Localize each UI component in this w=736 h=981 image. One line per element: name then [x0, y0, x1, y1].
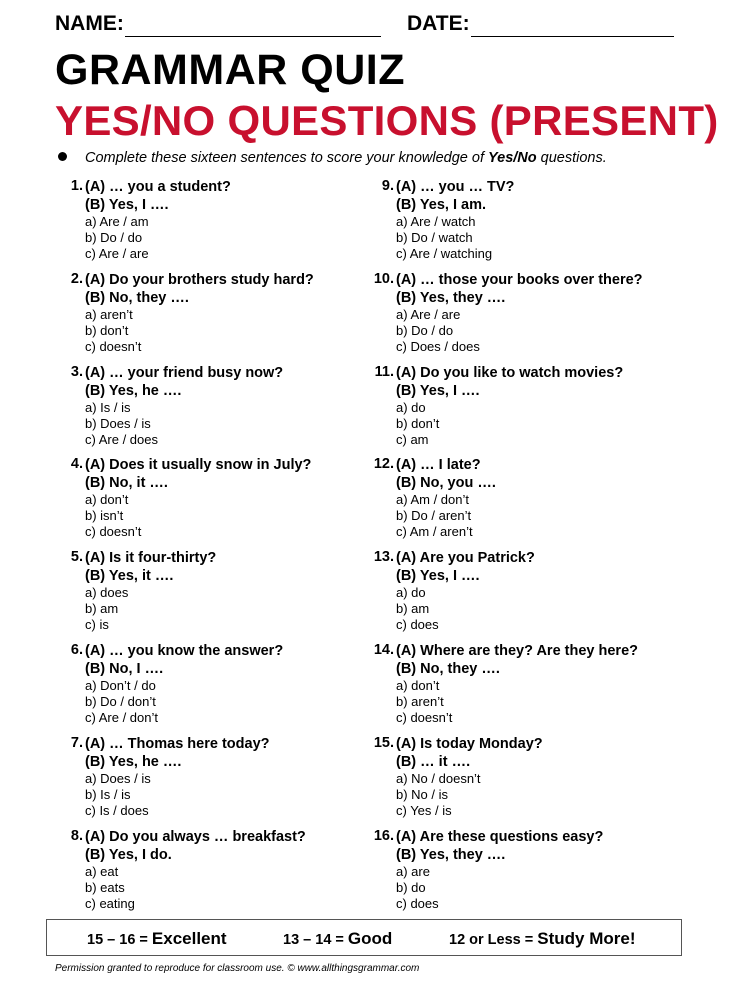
question-number: 8. [70, 827, 83, 844]
date-label: DATE: [407, 12, 470, 35]
questions-right-column [366, 178, 696, 920]
answer-option[interactable]: b) don’t [85, 322, 129, 338]
answer-option[interactable]: b) Is / is [85, 786, 131, 802]
question-number: 12. [373, 456, 394, 473]
question-body [85, 364, 283, 448]
answer-option[interactable]: b) Do / aren’t [396, 508, 472, 524]
answer-option[interactable]: c) does [396, 895, 439, 911]
question-body [396, 828, 603, 912]
question-prompt: (A) … you a student? [85, 179, 231, 195]
answer-option[interactable]: b) isn’t [85, 508, 124, 524]
answer-option[interactable]: b) eats [85, 879, 125, 895]
answer-option[interactable]: c) Am / aren’t [396, 524, 473, 540]
answer-option[interactable]: a) don’t [85, 492, 129, 508]
question-body [396, 456, 496, 540]
question-prompt: (A) Are you Patrick? [396, 550, 535, 567]
answer-option[interactable]: a) Are / am [85, 214, 149, 229]
question-body [396, 549, 535, 633]
answer-option[interactable]: c) Is / does [85, 802, 149, 818]
question-number: 2. [70, 270, 83, 287]
answer-option[interactable]: c) Yes / is [396, 802, 452, 818]
score-study-more [449, 929, 636, 949]
question-prompt: (A) Are these questions easy? [396, 828, 604, 845]
question-body [396, 642, 638, 726]
question-body [85, 271, 314, 355]
answer-option[interactable]: a) Does / is [85, 770, 151, 786]
question-prompt: (A) Do you like to watch movies? [396, 364, 624, 381]
question-item [366, 271, 696, 364]
answer-option[interactable]: b) do [396, 879, 426, 895]
question-response: (B) Yes, I am. [396, 197, 486, 213]
page-title: GRAMMAR QUIZ [55, 46, 405, 94]
question-number: 5. [70, 549, 83, 566]
instruction-text-before: Complete these sixteen sentences to score your knowledge of [85, 150, 489, 166]
question-item [366, 642, 696, 735]
question-number: 10. [373, 270, 394, 287]
answer-option[interactable]: c) Does / does [396, 338, 480, 354]
score-label: Excellent [151, 929, 227, 948]
answer-option[interactable]: b) Does / is [85, 415, 151, 431]
question-prompt: (A) Where are they? Are they here? [396, 642, 638, 659]
answer-option[interactable]: a) do [396, 585, 426, 601]
question-item [55, 178, 385, 271]
question-response: (B) Yes, I …. [396, 382, 480, 399]
question-prompt: (A) … Thomas here today? [85, 735, 270, 752]
question-body [85, 642, 283, 726]
question-response: (B) Yes, he …. [85, 382, 182, 399]
answer-option[interactable]: b) Do / watch [396, 230, 473, 245]
score-good [283, 929, 392, 949]
instruction-text-after: questions. [536, 150, 607, 166]
question-number: 13. [373, 549, 394, 566]
question-body [396, 735, 543, 819]
question-body [85, 549, 216, 633]
answer-option[interactable]: b) Do / do [85, 230, 143, 245]
question-response: (B) Yes, he …. [85, 753, 182, 770]
question-item [366, 364, 696, 457]
answer-option[interactable]: c) Are / watching [396, 246, 493, 261]
answer-option[interactable]: a) do [396, 399, 426, 415]
answer-option[interactable]: b) am [396, 601, 430, 617]
answer-option[interactable]: c) Are / don’t [85, 709, 158, 725]
question-body [85, 828, 306, 912]
question-number: 4. [70, 456, 83, 473]
answer-option[interactable]: a) Are / watch [396, 214, 476, 229]
question-response: (B) Yes, I …. [396, 568, 480, 585]
answer-option[interactable]: a) eat [85, 863, 119, 879]
question-body [396, 364, 623, 448]
score-excellent [87, 929, 227, 949]
answer-option[interactable]: b) Do / don’t [85, 693, 156, 709]
question-prompt: (A) … you … TV? [396, 179, 515, 195]
question-response: (B) Yes, they …. [396, 846, 506, 863]
answer-option[interactable]: a) don’t [396, 677, 440, 693]
question-body [396, 271, 643, 355]
footer-permission: Permission granted to reproduce for classroom use. © www.allthingsgrammar.com [55, 963, 420, 974]
instruction [58, 150, 607, 166]
question-response: (B) … it …. [396, 753, 471, 770]
question-prompt: (A) Do your brothers study hard? [85, 271, 314, 288]
question-item [55, 364, 385, 457]
question-prompt: (A) … your friend busy now? [85, 364, 284, 381]
answer-option[interactable]: c) Are / are [85, 246, 149, 261]
answer-option[interactable]: b) don’t [396, 415, 440, 431]
page-subtitle: YES/NO QUESTIONS (PRESENT) [55, 97, 719, 144]
question-item [55, 642, 385, 735]
question-response: (B) Yes, I …. [85, 197, 169, 213]
question-number: 11. [374, 363, 394, 380]
question-body [396, 178, 514, 262]
name-label: NAME: [55, 12, 124, 35]
question-item [366, 549, 696, 642]
answer-option[interactable]: c) doesn’t [85, 338, 142, 354]
question-response: (B) No, they …. [396, 660, 500, 677]
question-number: 7. [70, 734, 83, 751]
bullet-icon [58, 152, 67, 161]
question-response: (B) No, it …. [85, 475, 168, 492]
answer-option[interactable]: a) Don’t / do [85, 677, 156, 693]
instruction-emphasis: Yes/No [488, 150, 537, 166]
answer-option[interactable]: a) Am / don’t [396, 492, 469, 508]
question-response: (B) Yes, it …. [85, 568, 174, 585]
question-number: 1. [70, 178, 83, 194]
question-item [366, 178, 696, 271]
score-label: Study More! [537, 929, 636, 948]
answer-option[interactable]: c) eating [85, 895, 135, 911]
question-response: (B) Yes, I do. [85, 846, 172, 863]
answer-option[interactable]: c) is [85, 617, 109, 633]
questions-left-column [55, 178, 385, 920]
question-prompt: (A) … you know the answer? [85, 642, 284, 659]
question-body [85, 178, 231, 262]
question-response: (B) Yes, they …. [396, 289, 506, 306]
header [55, 10, 695, 38]
question-response: (B) No, they …. [85, 289, 189, 306]
answer-option[interactable]: c) Are / does [85, 431, 158, 447]
answer-option[interactable]: b) No / is [396, 786, 449, 802]
question-response: (B) No, I …. [85, 660, 164, 677]
scoring-box [46, 919, 682, 956]
answer-option[interactable]: c) does [396, 617, 439, 633]
score-range: 13 – 14 = [283, 932, 348, 948]
question-number: 3. [70, 363, 83, 380]
answer-option[interactable]: a) Is / is [85, 399, 131, 415]
question-prompt: (A) Is it four-thirty? [85, 550, 217, 567]
question-item [55, 456, 385, 549]
question-number: 14. [373, 641, 394, 658]
question-item [55, 828, 385, 921]
answer-option[interactable]: a) No / doesn’t [396, 770, 481, 786]
answer-option[interactable]: c) am [396, 431, 429, 447]
question-prompt: (A) Do you always … breakfast? [85, 828, 306, 845]
answer-option[interactable]: a) Are / are [396, 306, 461, 322]
answer-option[interactable]: c) doesn’t [85, 524, 142, 540]
question-number: 16. [373, 827, 394, 844]
question-response: (B) No, you …. [396, 475, 496, 492]
score-range: 15 – 16 = [87, 932, 152, 948]
question-number: 9. [381, 178, 394, 194]
question-item [55, 271, 385, 364]
date-blank-line [471, 36, 674, 37]
answer-option[interactable]: b) aren’t [396, 693, 444, 709]
answer-option[interactable]: a) does [85, 585, 129, 601]
score-range: 12 or Less = [449, 932, 538, 948]
answer-option[interactable]: b) am [85, 601, 119, 617]
question-item [366, 456, 696, 549]
question-prompt: (A) Does it usually snow in July? [85, 457, 312, 474]
question-item [55, 735, 385, 828]
question-item [55, 549, 385, 642]
question-body [85, 456, 311, 540]
question-number: 15. [373, 734, 394, 751]
answer-option[interactable]: a) are [396, 863, 430, 879]
score-label: Good [347, 929, 393, 948]
question-number: 6. [70, 641, 83, 658]
answer-option[interactable]: a) aren’t [85, 306, 133, 322]
answer-option[interactable]: c) doesn’t [396, 709, 453, 725]
answer-option[interactable]: b) Do / do [396, 322, 454, 338]
question-item [366, 828, 696, 921]
question-item [366, 735, 696, 828]
question-prompt: (A) … I late? [396, 457, 481, 474]
question-prompt: (A) Is today Monday? [396, 735, 543, 752]
name-blank-line [125, 36, 381, 37]
question-body [85, 735, 270, 819]
question-prompt: (A) … those your books over there? [396, 271, 643, 288]
